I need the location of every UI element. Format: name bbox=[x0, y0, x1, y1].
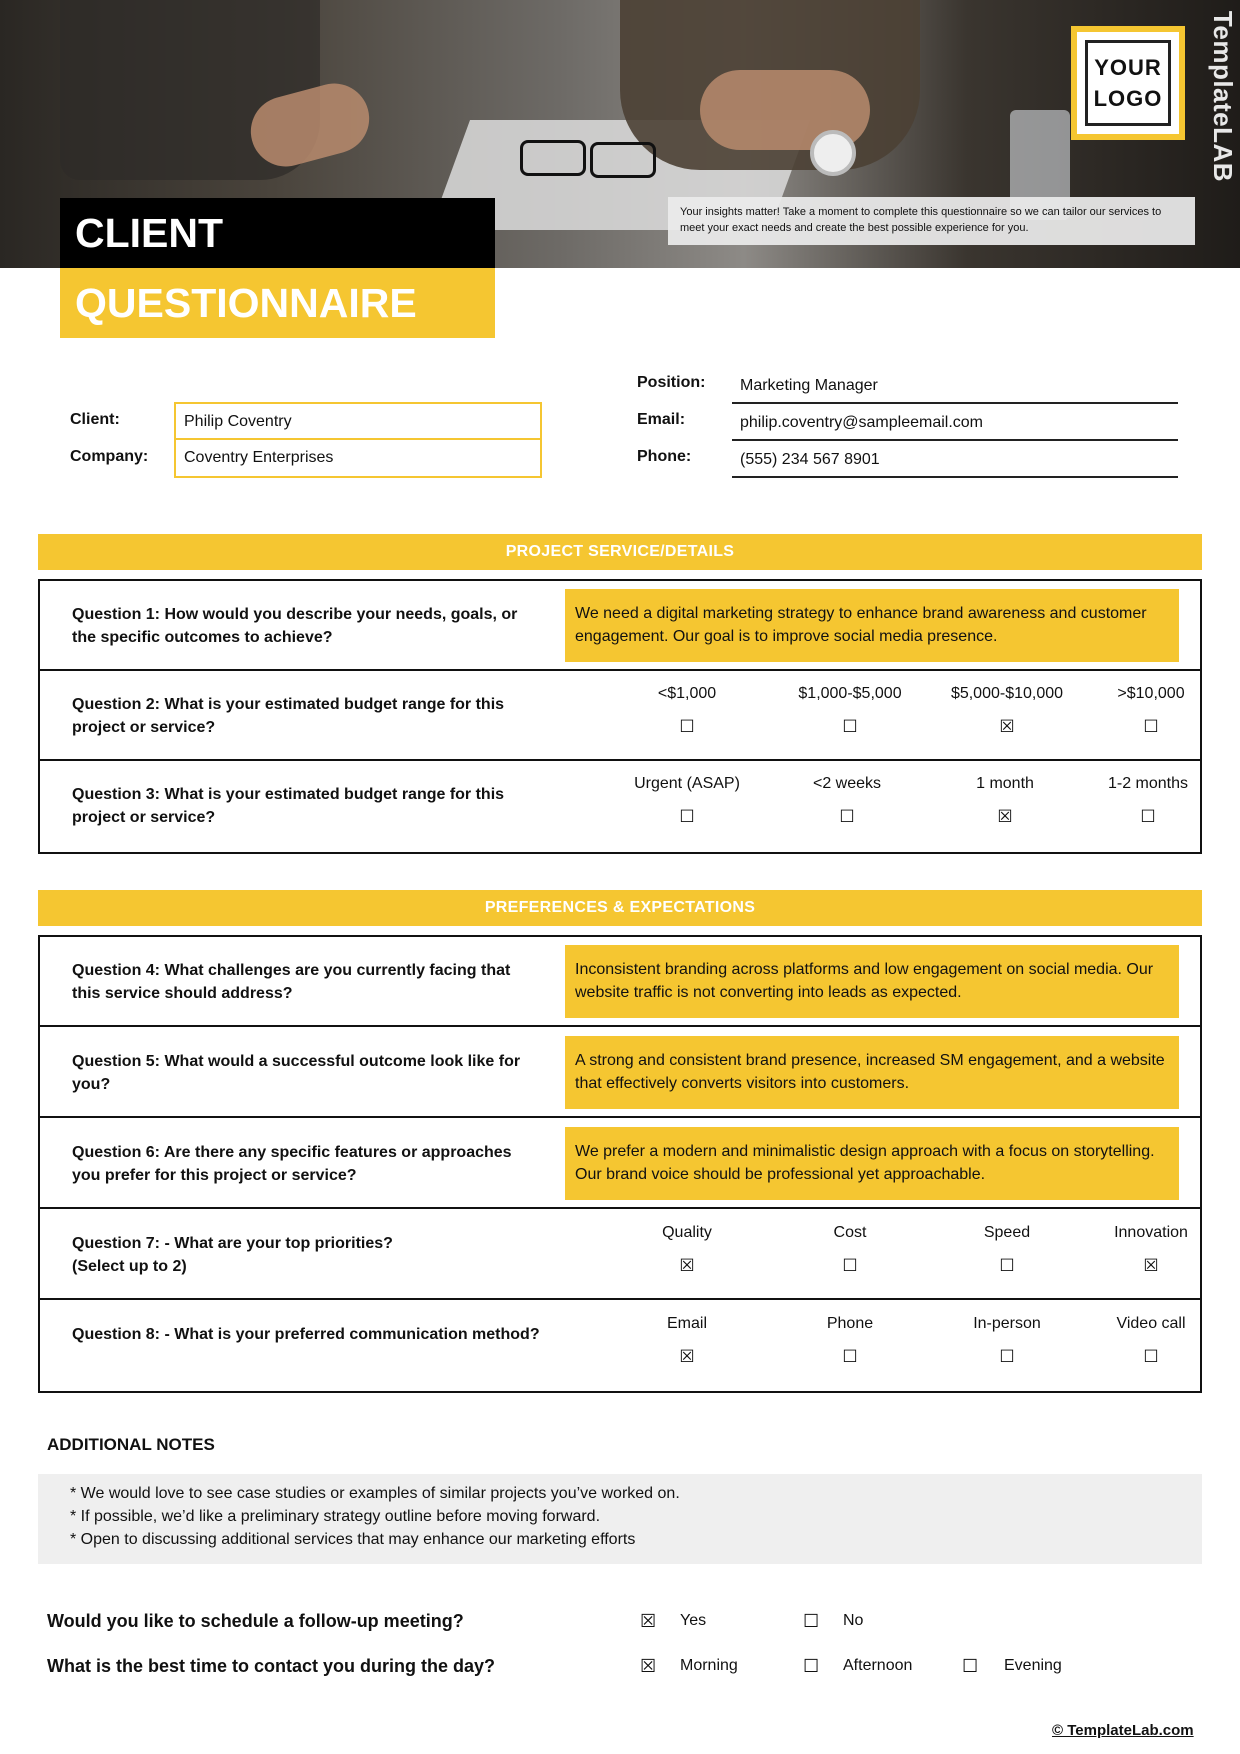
client-field[interactable]: Philip Coventry bbox=[176, 404, 540, 440]
q7-option-2[interactable] bbox=[770, 1224, 930, 1276]
checkbox[interactable]: ☒ bbox=[679, 1347, 695, 1366]
option-label: <$1,000 bbox=[657, 685, 717, 702]
question-7-text bbox=[72, 1232, 542, 1278]
follow-up-question: Would you like to schedule a follow-up meeting? bbox=[47, 1611, 464, 1631]
checkbox[interactable]: ☐ bbox=[1143, 1347, 1159, 1366]
question-7-line-2: (Select up to 2) bbox=[72, 1258, 187, 1275]
option-label: $1,000-$5,000 bbox=[798, 685, 902, 702]
question-row-7 bbox=[40, 1210, 1200, 1300]
logo-line-2: LOGO bbox=[1093, 86, 1163, 111]
question-6-text: Question 6: Are there any specific features or approaches you prefer for this project or service? bbox=[72, 1144, 512, 1184]
checkbox[interactable]: ☒ bbox=[679, 1256, 695, 1275]
morning-label: Morning bbox=[680, 1657, 738, 1674]
option-label: Innovation bbox=[1114, 1224, 1188, 1241]
intro-text: Your insights matter! Take a moment to complete this questionnaire so we can tailor our services to meet your exact needs and create the best possible experience for you. bbox=[668, 197, 1195, 245]
note-line: * We would love to see case studies or examples of similar projects you’ve worked on. bbox=[70, 1485, 680, 1502]
section-preferences-header: PREFERENCES & EXPECTATIONS bbox=[38, 890, 1202, 926]
company-field[interactable]: Coventry Enterprises bbox=[184, 449, 334, 466]
phone-field[interactable]: (555) 234 567 8901 bbox=[732, 442, 1178, 478]
question-4-text: Question 4: What challenges are you currently facing that this service should address? bbox=[72, 962, 511, 1002]
question-row-6 bbox=[40, 1119, 1200, 1209]
no-checkbox[interactable]: ☐ bbox=[803, 1611, 820, 1631]
client-company-box bbox=[174, 402, 542, 478]
question-5-text: Question 5: What would a successful outcome look like for you? bbox=[72, 1053, 521, 1093]
q8-option-2[interactable] bbox=[770, 1315, 930, 1367]
position-field[interactable]: Marketing Manager bbox=[732, 368, 1178, 404]
phone-label: Phone: bbox=[637, 448, 692, 465]
checkbox[interactable]: ☐ bbox=[999, 1256, 1015, 1275]
contact-time-question: What is the best time to contact you during the day? bbox=[47, 1656, 496, 1676]
question-row-8 bbox=[40, 1301, 1200, 1391]
q2-option-2[interactable] bbox=[770, 685, 930, 737]
question-row-5 bbox=[40, 1028, 1200, 1118]
checkbox[interactable]: ☒ bbox=[999, 717, 1015, 736]
title-line-1: CLIENT bbox=[60, 198, 495, 268]
option-label: Cost bbox=[833, 1224, 867, 1241]
q8-option-1[interactable] bbox=[607, 1315, 767, 1367]
answer-4-field[interactable]: Inconsistent branding across platforms and low engagement on social media. Our website traffic is not converting into leads as expected. bbox=[565, 945, 1179, 1018]
q3-option-3[interactable] bbox=[925, 775, 1085, 827]
q2-option-3[interactable] bbox=[927, 685, 1087, 737]
option-label: Phone bbox=[826, 1315, 874, 1332]
footer-copyright-link[interactable]: © TemplateLab.com bbox=[1052, 1722, 1194, 1739]
yes-label: Yes bbox=[680, 1612, 707, 1629]
section-project-details-header: PROJECT SERVICE/DETAILS bbox=[38, 534, 1202, 570]
option-label: In-person bbox=[973, 1315, 1041, 1332]
afternoon-checkbox[interactable]: ☐ bbox=[803, 1656, 820, 1676]
option-label: $5,000-$10,000 bbox=[950, 685, 1064, 702]
title-line-2: QUESTIONNAIRE bbox=[60, 268, 495, 338]
no-label: No bbox=[843, 1612, 864, 1629]
checkbox[interactable]: ☐ bbox=[839, 807, 855, 826]
answer-6-field[interactable]: We prefer a modern and minimalistic design approach with a focus on storytelling. Our brand voice should be professional yet approachable. bbox=[565, 1127, 1179, 1200]
yes-checkbox[interactable]: ☒ bbox=[640, 1611, 657, 1631]
checkbox[interactable]: ☐ bbox=[842, 1347, 858, 1366]
checkbox[interactable]: ☒ bbox=[997, 807, 1013, 826]
logo-placeholder bbox=[1071, 26, 1185, 140]
q8-option-4[interactable] bbox=[1071, 1315, 1231, 1367]
email-field[interactable]: philip.coventry@sampleemail.com bbox=[732, 405, 1178, 441]
evening-label: Evening bbox=[1004, 1657, 1062, 1674]
question-1-text: Question 1: How would you describe your needs, goals, or the specific outcomes to achieve? bbox=[72, 606, 518, 646]
option-label: 1-2 months bbox=[1107, 775, 1189, 792]
checkbox[interactable]: ☐ bbox=[679, 807, 695, 826]
q3-option-4[interactable] bbox=[1068, 775, 1228, 827]
q3-option-1[interactable] bbox=[607, 775, 767, 827]
position-label: Position: bbox=[637, 374, 706, 391]
question-2-text: Question 2: What is your estimated budget range for this project or service? bbox=[72, 696, 505, 736]
brand-watermark bbox=[1192, 10, 1239, 183]
morning-checkbox[interactable]: ☒ bbox=[640, 1656, 657, 1676]
company-label: Company: bbox=[70, 448, 149, 465]
option-label: Quality bbox=[662, 1224, 712, 1241]
option-label: <2 weeks bbox=[812, 775, 882, 792]
note-line: * If possible, we’d like a preliminary strategy outline before moving forward. bbox=[70, 1508, 601, 1525]
q2-option-1[interactable] bbox=[607, 685, 767, 737]
q7-option-4[interactable] bbox=[1071, 1224, 1231, 1276]
additional-notes-field[interactable] bbox=[38, 1474, 1202, 1564]
question-row-3 bbox=[40, 761, 1200, 851]
option-label: Urgent (ASAP) bbox=[634, 775, 740, 792]
option-label: Video call bbox=[1116, 1315, 1186, 1332]
checkbox[interactable]: ☐ bbox=[842, 1256, 858, 1275]
question-row-2 bbox=[40, 671, 1200, 761]
logo-line-1: YOUR bbox=[1094, 55, 1162, 80]
afternoon-label: Afternoon bbox=[843, 1657, 913, 1674]
question-row-4 bbox=[40, 937, 1200, 1027]
question-8-text: Question 8: - What is your preferred communication method? bbox=[72, 1326, 540, 1343]
question-7-line-1: Question 7: - What are your top priorities? bbox=[72, 1235, 393, 1252]
checkbox[interactable]: ☐ bbox=[679, 717, 695, 736]
checkbox[interactable]: ☐ bbox=[1143, 717, 1159, 736]
email-label: Email: bbox=[637, 411, 686, 428]
q3-option-2[interactable] bbox=[767, 775, 927, 827]
q7-option-3[interactable] bbox=[927, 1224, 1087, 1276]
evening-checkbox[interactable]: ☐ bbox=[962, 1656, 979, 1676]
answer-1-field[interactable]: We need a digital marketing strategy to enhance brand awareness and customer engagement. Our goal is to improve social media presence. bbox=[565, 589, 1179, 662]
option-label: Speed bbox=[983, 1224, 1031, 1241]
logo-text bbox=[1085, 40, 1171, 126]
question-row-1 bbox=[40, 581, 1200, 671]
additional-notes-title: ADDITIONAL NOTES bbox=[47, 1435, 215, 1454]
brand-text: TemplateLAB bbox=[1208, 10, 1239, 183]
note-line: * Open to discussing additional services that may enhance our marketing efforts bbox=[70, 1531, 636, 1548]
checkbox[interactable]: ☐ bbox=[842, 717, 858, 736]
q8-option-3[interactable] bbox=[927, 1315, 1087, 1367]
checkbox[interactable]: ☐ bbox=[1140, 807, 1156, 826]
client-label: Client: bbox=[70, 411, 120, 428]
q7-option-1[interactable] bbox=[607, 1224, 767, 1276]
checkbox[interactable]: ☒ bbox=[1143, 1256, 1159, 1275]
q2-option-4[interactable] bbox=[1071, 685, 1231, 737]
checkbox[interactable]: ☐ bbox=[999, 1347, 1015, 1366]
answer-5-field[interactable]: A strong and consistent brand presence, increased SM engagement, and a website that effectively converts visitors into customers. bbox=[565, 1036, 1179, 1109]
project-details-table bbox=[38, 579, 1202, 854]
option-label: Email bbox=[666, 1315, 707, 1332]
option-label: >$10,000 bbox=[1117, 685, 1185, 702]
option-label: 1 month bbox=[976, 775, 1034, 792]
preferences-table bbox=[38, 935, 1202, 1393]
question-3-text: Question 3: What is your estimated budget range for this project or service? bbox=[72, 786, 505, 826]
